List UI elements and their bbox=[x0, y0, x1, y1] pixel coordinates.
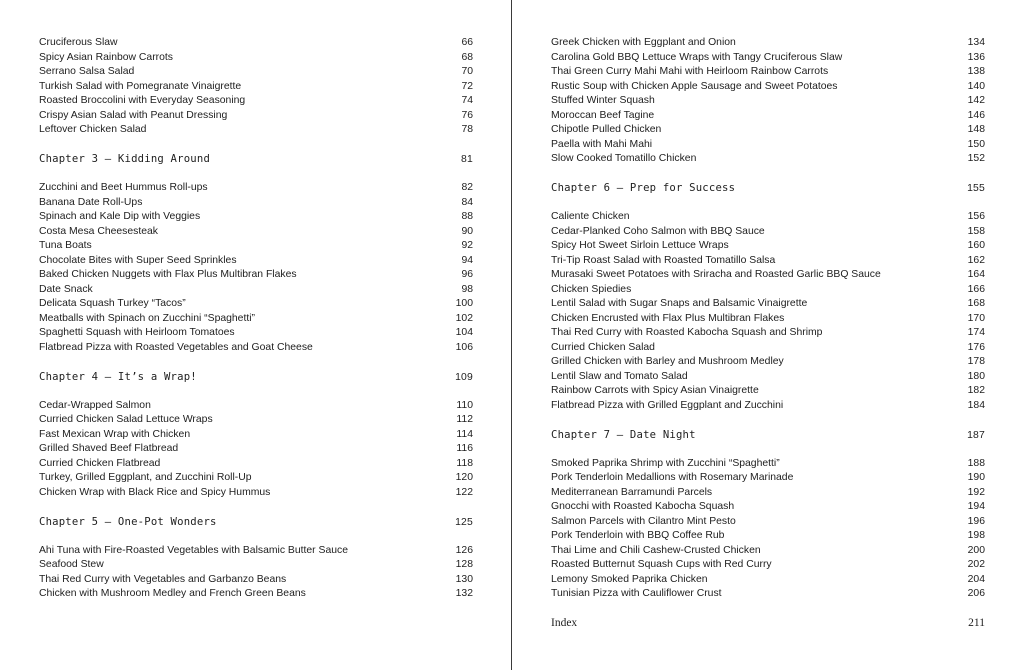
page-number: 84 bbox=[461, 196, 473, 208]
entry-title: Flatbread Pizza with Grilled Eggplant and Zucchini bbox=[551, 399, 784, 411]
page-number: 200 bbox=[967, 544, 985, 556]
entry-title: Costa Mesa Cheesesteak bbox=[39, 225, 158, 237]
page-number: 176 bbox=[967, 341, 985, 353]
toc-entry bbox=[39, 457, 473, 472]
entry-title: Slow Cooked Tomatillo Chicken bbox=[551, 153, 697, 164]
page-number: 180 bbox=[967, 370, 985, 382]
page-number: 150 bbox=[967, 138, 985, 150]
entry-title: Cruciferous Slaw bbox=[39, 37, 118, 48]
entry-title: Baked Chicken Nuggets with Flax Plus Multibran Flakes bbox=[39, 269, 297, 280]
toc-entry bbox=[551, 544, 985, 559]
page-number: 142 bbox=[967, 95, 985, 106]
page-number: 106 bbox=[455, 341, 473, 353]
page-number: 134 bbox=[967, 37, 985, 48]
page-number: 122 bbox=[455, 486, 473, 498]
toc-entry bbox=[39, 181, 473, 196]
page-number: 104 bbox=[455, 327, 473, 338]
entry-title: Seafood Stew bbox=[39, 559, 104, 570]
page-number: 162 bbox=[967, 254, 985, 266]
entry-title: Turkey, Grilled Eggplant, and Zucchini Roll-Up bbox=[39, 472, 252, 483]
toc-entry bbox=[551, 326, 985, 341]
toc-entry bbox=[39, 94, 473, 109]
toc-entry bbox=[551, 384, 985, 399]
entry-title: Thai Green Curry Mahi Mahi with Heirloom Rainbow Carrots bbox=[551, 66, 829, 77]
toc-entry bbox=[551, 297, 985, 312]
page-number: 116 bbox=[456, 443, 473, 454]
entry-title: Curried Chicken Salad Lettuce Wraps bbox=[39, 414, 213, 425]
page-number: 158 bbox=[967, 225, 985, 237]
toc-entry bbox=[39, 486, 473, 501]
toc-entry bbox=[551, 457, 985, 472]
entry-title: Chocolate Bites with Super Seed Sprinkles bbox=[39, 254, 237, 266]
entry-title: Curried Chicken Flatbread bbox=[39, 457, 161, 469]
page-number: 146 bbox=[967, 109, 985, 121]
page-number: 81 bbox=[461, 154, 473, 165]
entry-title: Serrano Salsa Salad bbox=[39, 66, 135, 77]
entry-title: Grilled Chicken with Barley and Mushroom Medley bbox=[551, 356, 784, 367]
page-number: 90 bbox=[461, 225, 473, 237]
toc-entry bbox=[551, 51, 985, 66]
toc-entry bbox=[551, 80, 985, 95]
page-number: 72 bbox=[461, 80, 473, 92]
page-number: 198 bbox=[967, 530, 985, 541]
page-number: 204 bbox=[967, 573, 985, 585]
chapter-heading: Chapter 5 — One-Pot Wonders bbox=[39, 515, 217, 528]
entry-title: Flatbread Pizza with Roasted Vegetables and Goat Cheese bbox=[39, 341, 313, 353]
entry-title: Thai Lime and Chili Cashew-Crusted Chicken bbox=[551, 544, 761, 556]
entry-title: Thai Red Curry with Vegetables and Garbanzo Beans bbox=[39, 573, 287, 585]
chapter-heading: Chapter 6 — Prep for Success bbox=[551, 182, 736, 194]
toc-entry bbox=[39, 268, 473, 283]
chapter-heading: Chapter 3 — Kidding Around bbox=[39, 153, 211, 165]
entry-title: Meatballs with Spinach on Zucchini “Spaghetti” bbox=[39, 312, 256, 324]
toc-entry bbox=[39, 239, 473, 254]
page-number: 196 bbox=[967, 515, 985, 527]
toc-entry bbox=[551, 486, 985, 501]
chapter-row bbox=[39, 370, 473, 385]
page-number: 168 bbox=[967, 298, 985, 309]
toc-entry bbox=[39, 65, 473, 80]
entry-title: Spaghetti Squash with Heirloom Tomatoes bbox=[39, 327, 235, 338]
entry-title: Grilled Shaved Beef Flatbread bbox=[39, 443, 179, 454]
chapter-row bbox=[39, 152, 473, 167]
toc-entry bbox=[39, 123, 473, 138]
entry-title: Spicy Asian Rainbow Carrots bbox=[39, 51, 173, 63]
toc-entry bbox=[551, 268, 985, 283]
entry-title: Delicata Squash Turkey “Tacos” bbox=[39, 298, 186, 309]
entry-title: Stuffed Winter Squash bbox=[551, 95, 655, 106]
toc-list-left bbox=[39, 36, 473, 602]
toc-entry bbox=[551, 500, 985, 515]
toc-entry bbox=[551, 225, 985, 240]
index-page-number: 211 bbox=[968, 617, 985, 629]
page-number: 120 bbox=[455, 472, 473, 483]
entry-title: Lentil Salad with Sugar Snaps and Balsamic Vinaigrette bbox=[551, 298, 808, 309]
toc-entry bbox=[39, 399, 473, 414]
entry-title: Cedar-Planked Coho Salmon with BBQ Sauce bbox=[551, 225, 765, 237]
entry-title: Caliente Chicken bbox=[551, 211, 630, 222]
entry-title: Tri-Tip Roast Salad with Roasted Tomatillo Salsa bbox=[551, 254, 776, 266]
page-number: 166 bbox=[967, 283, 985, 295]
entry-title: Banana Date Roll-Ups bbox=[39, 196, 143, 208]
page-number: 78 bbox=[461, 124, 473, 135]
toc-entry bbox=[551, 152, 985, 167]
page-number: 182 bbox=[967, 385, 985, 396]
page-number: 70 bbox=[461, 66, 473, 77]
page-number: 94 bbox=[461, 254, 473, 266]
toc-entry bbox=[551, 399, 985, 414]
page-number: 187 bbox=[967, 429, 985, 441]
toc-entry bbox=[39, 442, 473, 457]
toc-entry bbox=[39, 558, 473, 573]
entry-title: Paella with Mahi Mahi bbox=[551, 138, 653, 150]
page-number: 92 bbox=[461, 240, 473, 251]
toc-entry bbox=[39, 225, 473, 240]
entry-title: Salmon Parcels with Cilantro Mint Pesto bbox=[551, 515, 736, 527]
page-number: 126 bbox=[455, 544, 473, 556]
page-number: 194 bbox=[967, 501, 985, 512]
chapter-row bbox=[551, 181, 985, 196]
page-number: 118 bbox=[456, 457, 473, 469]
toc-entry bbox=[551, 123, 985, 138]
toc-entry bbox=[551, 210, 985, 225]
entry-title: Rainbow Carrots with Spicy Asian Vinaigrette bbox=[551, 385, 759, 396]
page-number: 114 bbox=[456, 428, 473, 440]
page-number: 192 bbox=[967, 486, 985, 498]
toc-entry bbox=[551, 36, 985, 51]
page-number: 132 bbox=[455, 588, 473, 599]
toc-entry bbox=[39, 109, 473, 124]
toc-entry bbox=[551, 254, 985, 269]
page-gutter-divider bbox=[511, 0, 512, 670]
toc-entry bbox=[551, 341, 985, 356]
page-number: 125 bbox=[455, 516, 473, 528]
entry-title: Tuna Boats bbox=[39, 240, 92, 251]
entry-title: Cedar-Wrapped Salmon bbox=[39, 399, 151, 411]
chapter-row bbox=[551, 428, 985, 443]
page-number: 202 bbox=[967, 559, 985, 570]
toc-entry bbox=[39, 36, 473, 51]
entry-title: Crispy Asian Salad with Peanut Dressing bbox=[39, 109, 228, 121]
chapter-heading: Chapter 7 — Date Night bbox=[551, 428, 696, 441]
toc-entry bbox=[39, 283, 473, 298]
toc-entry bbox=[551, 94, 985, 109]
page-number: 100 bbox=[455, 298, 473, 309]
page-number: 68 bbox=[461, 51, 473, 63]
page-number: 98 bbox=[461, 283, 473, 295]
page-number: 148 bbox=[967, 124, 985, 135]
entry-title: Date Snack bbox=[39, 283, 93, 295]
toc-entry bbox=[39, 196, 473, 211]
toc-entry bbox=[39, 51, 473, 66]
toc-entry bbox=[551, 587, 985, 602]
toc-list-right bbox=[551, 36, 985, 602]
page-number: 174 bbox=[967, 327, 985, 338]
page-number: 88 bbox=[461, 211, 473, 222]
entry-title: Greek Chicken with Eggplant and Onion bbox=[551, 37, 736, 48]
entry-title: Lemony Smoked Paprika Chicken bbox=[551, 573, 708, 585]
toc-entry bbox=[551, 355, 985, 370]
page-number: 140 bbox=[967, 80, 985, 92]
toc-entry bbox=[551, 529, 985, 544]
page-number: 155 bbox=[967, 183, 985, 194]
entry-title: Roasted Broccolini with Everyday Seasoning bbox=[39, 95, 246, 106]
entry-title: Curried Chicken Salad bbox=[551, 341, 655, 353]
page-number: 112 bbox=[456, 414, 473, 425]
entry-title: Spicy Hot Sweet Sirloin Lettuce Wraps bbox=[551, 240, 729, 251]
entry-title: Chicken Wrap with Black Rice and Spicy Hummus bbox=[39, 486, 271, 498]
toc-entry bbox=[551, 573, 985, 588]
toc-entry bbox=[39, 573, 473, 588]
page-number: 66 bbox=[461, 37, 473, 48]
page-number: 130 bbox=[455, 573, 473, 585]
page-number: 156 bbox=[967, 211, 985, 222]
toc-entry bbox=[39, 587, 473, 602]
chapter-row bbox=[39, 515, 473, 530]
page-number: 152 bbox=[967, 153, 985, 164]
toc-entry bbox=[39, 297, 473, 312]
index-entry bbox=[551, 616, 985, 631]
entry-title: Pork Tenderloin Medallions with Rosemary Marinade bbox=[551, 472, 794, 483]
toc-entry bbox=[39, 210, 473, 225]
toc-entry bbox=[551, 65, 985, 80]
entry-title: Murasaki Sweet Potatoes with Sriracha and Roasted Garlic BBQ Sauce bbox=[551, 269, 881, 280]
page-number: 96 bbox=[461, 269, 473, 280]
toc-entry bbox=[551, 471, 985, 486]
entry-title: Chicken with Mushroom Medley and French Green Beans bbox=[39, 588, 306, 599]
entry-title: Ahi Tuna with Fire-Roasted Vegetables with Balsamic Butter Sauce bbox=[39, 544, 348, 556]
toc-entry bbox=[39, 413, 473, 428]
toc-entry bbox=[551, 515, 985, 530]
page-number: 82 bbox=[461, 182, 473, 193]
toc-entry bbox=[39, 254, 473, 269]
toc-entry bbox=[551, 109, 985, 124]
entry-title: Gnocchi with Roasted Kabocha Squash bbox=[551, 501, 735, 512]
page-number: 138 bbox=[967, 66, 985, 77]
index-label: Index bbox=[551, 617, 578, 629]
right-page bbox=[513, 0, 1024, 670]
toc-entry bbox=[39, 341, 473, 356]
page-number: 102 bbox=[455, 312, 473, 324]
entry-title: Leftover Chicken Salad bbox=[39, 124, 147, 135]
page-number: 184 bbox=[967, 399, 985, 411]
entry-title: Turkish Salad with Pomegranate Vinaigrette bbox=[39, 80, 242, 92]
entry-title: Tunisian Pizza with Cauliflower Crust bbox=[551, 588, 722, 599]
entry-title: Rustic Soup with Chicken Apple Sausage and Sweet Potatoes bbox=[551, 80, 838, 92]
toc-entry bbox=[39, 471, 473, 486]
toc-entry bbox=[551, 558, 985, 573]
entry-title: Lentil Slaw and Tomato Salad bbox=[551, 370, 688, 382]
toc-entry bbox=[39, 312, 473, 327]
chapter-heading: Chapter 4 — It’s a Wrap! bbox=[39, 370, 197, 383]
entry-title: Chicken Spiedies bbox=[551, 283, 632, 295]
page-number: 190 bbox=[967, 472, 985, 483]
toc-entry bbox=[551, 312, 985, 327]
toc-entry bbox=[551, 283, 985, 298]
entry-title: Chicken Encrusted with Flax Plus Multibran Flakes bbox=[551, 312, 785, 324]
entry-title: Carolina Gold BBQ Lettuce Wraps with Tangy Cruciferous Slaw bbox=[551, 51, 843, 63]
page-number: 160 bbox=[967, 240, 985, 251]
toc-entry bbox=[39, 80, 473, 95]
entry-title: Moroccan Beef Tagine bbox=[551, 109, 655, 121]
toc-entry bbox=[551, 370, 985, 385]
page-number: 178 bbox=[967, 356, 985, 367]
entry-title: Fast Mexican Wrap with Chicken bbox=[39, 428, 191, 440]
entry-title: Zucchini and Beet Hummus Roll-ups bbox=[39, 182, 208, 193]
entry-title: Smoked Paprika Shrimp with Zucchini “Spaghetti” bbox=[551, 457, 780, 469]
entry-title: Roasted Butternut Squash Cups with Red Curry bbox=[551, 559, 772, 570]
toc-entry bbox=[39, 326, 473, 341]
page-number: 110 bbox=[456, 399, 473, 411]
page-number: 76 bbox=[461, 109, 473, 121]
toc-entry bbox=[551, 239, 985, 254]
page-number: 136 bbox=[967, 51, 985, 63]
entry-title: Chipotle Pulled Chicken bbox=[551, 124, 662, 135]
page-number: 109 bbox=[455, 371, 473, 383]
entry-title: Spinach and Kale Dip with Veggies bbox=[39, 211, 201, 222]
toc-entry bbox=[551, 138, 985, 153]
page-number: 206 bbox=[967, 588, 985, 599]
page-number: 128 bbox=[455, 559, 473, 570]
page-number: 188 bbox=[967, 457, 985, 469]
page-number: 170 bbox=[967, 312, 985, 324]
page-number: 164 bbox=[967, 269, 985, 280]
entry-title: Pork Tenderloin with BBQ Coffee Rub bbox=[551, 530, 725, 541]
toc-entry bbox=[39, 544, 473, 559]
entry-title: Mediterranean Barramundi Parcels bbox=[551, 486, 713, 498]
entry-title: Thai Red Curry with Roasted Kabocha Squash and Shrimp bbox=[551, 327, 823, 338]
toc-entry bbox=[39, 428, 473, 443]
page-number: 74 bbox=[461, 95, 473, 106]
